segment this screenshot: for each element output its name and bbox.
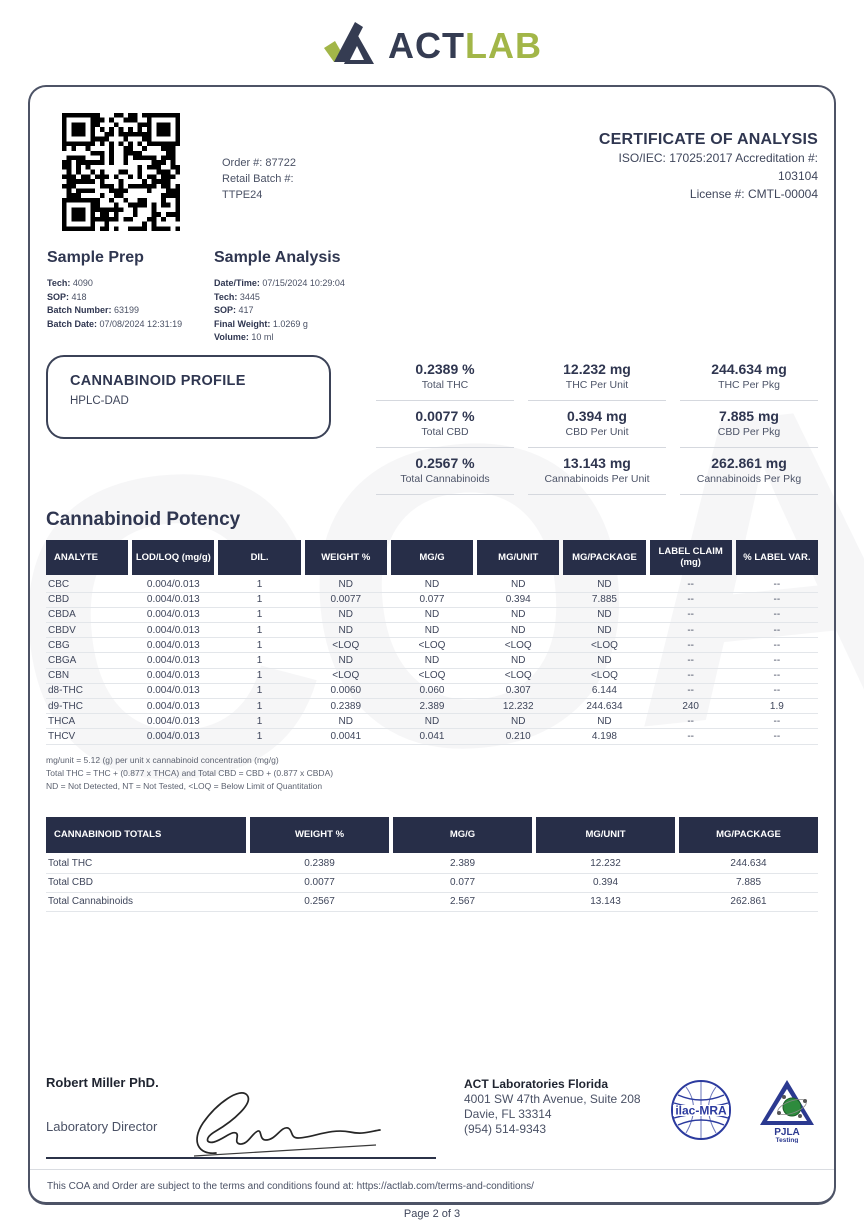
potency-cell: 0.004/0.013 <box>146 624 200 636</box>
cannabinoid-profile-box <box>46 355 331 439</box>
potency-cell: 0.060 <box>419 685 445 697</box>
actlab-logo-icon <box>322 18 380 73</box>
potency-cell: ND <box>510 715 526 727</box>
sample-field-label: Tech: <box>47 278 71 288</box>
lab-address2: Davie, FL 33314 <box>464 1107 552 1121</box>
potency-cell: <LOQ <box>590 670 618 682</box>
potency-cell: THCV <box>48 730 76 742</box>
potency-cell: -- <box>773 670 781 682</box>
table-row <box>46 893 818 912</box>
sample-field-label: Volume: <box>214 332 249 342</box>
summary-value: 0.2389 % <box>415 360 475 377</box>
summary-cell <box>680 355 818 401</box>
potency-cell: 0.041 <box>419 730 445 742</box>
potency-cell: 7.885 <box>591 594 617 606</box>
totals-cell: 0.394 <box>592 877 619 889</box>
potency-cell: 0.004/0.013 <box>146 700 200 712</box>
summary-value: 7.885 mg <box>719 407 779 424</box>
document-border-box <box>28 85 836 1205</box>
summary-label: Cannabinoids Per Pkg <box>696 472 802 485</box>
potency-cell: 1 <box>256 700 263 712</box>
summary-label: CBD Per Pkg <box>717 425 781 438</box>
table-row <box>46 855 818 874</box>
potency-cell: ND <box>338 579 353 591</box>
potency-cell: 0.0060 <box>330 685 362 697</box>
potency-cell: -- <box>687 594 694 606</box>
potency-cell: ND <box>597 579 612 591</box>
potency-cell: 0.004/0.013 <box>146 730 200 742</box>
potency-cell: ND <box>597 655 612 667</box>
footnote-line: mg/unit = 5.12 (g) per unit x cannabinoid concentration (mg/g) <box>46 754 279 765</box>
potency-cell: 1.9 <box>769 700 784 712</box>
retail-batch-label: Retail Batch #: <box>222 173 294 185</box>
potency-cell: 0.004/0.013 <box>146 639 200 651</box>
summary-cell <box>376 355 514 401</box>
potency-cell: ND <box>597 609 612 621</box>
potency-cell: <LOQ <box>590 639 618 651</box>
summary-value: 244.634 mg <box>711 360 787 377</box>
potency-cell: ND <box>424 579 440 591</box>
table-row <box>46 874 818 893</box>
potency-cell: -- <box>773 609 781 621</box>
potency-cell: 1 <box>256 685 263 697</box>
totals-cell: 0.0077 <box>304 877 335 889</box>
sample-field: Date/Time: 07/15/2024 10:29:04 <box>214 278 345 288</box>
potency-cell: 0.0077 <box>330 594 362 606</box>
totals-cell: Total Cannabinoids <box>48 896 134 908</box>
totals-cell: Total CBD <box>48 877 94 889</box>
footnote-line: Total THC = THC + (0.877 x THCA) and Total CBD = CBD + (0.877 x CBDA) <box>46 767 334 778</box>
sample-field: Batch Number: 63199 <box>47 305 140 315</box>
potency-header-cell: % LABEL VAR. <box>736 540 818 575</box>
potency-cell: ND <box>510 579 526 591</box>
potency-header-cell: MG/PACKAGE <box>563 540 645 575</box>
potency-cell: ND <box>338 715 353 727</box>
potency-cell: -- <box>687 730 694 742</box>
totals-cell: 0.2567 <box>304 896 335 908</box>
potency-cell: d9-THC <box>48 700 84 712</box>
sample-prep-section <box>47 249 214 345</box>
potency-cell: 0.004/0.013 <box>146 594 200 606</box>
potency-cell: ND <box>338 609 353 621</box>
potency-header-cell: MG/UNIT <box>477 540 559 575</box>
potency-cell: -- <box>687 670 694 682</box>
table-row <box>46 653 818 668</box>
totals-table-body <box>46 855 818 912</box>
table-row <box>46 638 818 653</box>
potency-cell: 0.004/0.013 <box>146 579 200 591</box>
summary-label: THC Per Pkg <box>718 378 780 391</box>
table-row <box>46 623 818 638</box>
summary-value: 262.861 mg <box>711 454 787 471</box>
logo-text-act: ACT <box>388 24 465 66</box>
summary-cell <box>680 449 818 495</box>
potency-cell: THCA <box>48 715 76 727</box>
potency-cell: 0.0041 <box>330 730 362 742</box>
table-row <box>46 699 818 714</box>
table-row <box>46 729 818 744</box>
totals-header-cell: WEIGHT % <box>250 817 389 853</box>
summary-value: 0.394 mg <box>567 407 627 424</box>
totals-cell: 12.232 <box>590 858 621 870</box>
potency-cell: ND <box>510 624 526 636</box>
sample-field-label: Batch Number: <box>47 305 112 315</box>
potency-cell: 1 <box>256 609 263 621</box>
summary-cell <box>528 449 666 495</box>
accreditation-line: ISO/IEC: 17025:2017 Accreditation #: <box>618 151 818 165</box>
identification-row <box>46 87 818 233</box>
potency-cell: 1 <box>256 655 263 667</box>
retail-batch-value: TTPE24 <box>222 189 263 201</box>
potency-cell: <LOQ <box>332 639 360 651</box>
summary-cell <box>680 402 818 448</box>
potency-cell: -- <box>687 685 694 697</box>
potency-cell: ND <box>597 715 612 727</box>
potency-cell: -- <box>687 655 694 667</box>
summary-cell <box>376 449 514 495</box>
potency-title: Cannabinoid Potency <box>46 508 241 530</box>
totals-cell: 0.077 <box>449 877 476 889</box>
sample-analysis-section <box>214 249 345 345</box>
potency-cell: 0.077 <box>419 594 445 606</box>
director-name: Robert Miller PhD. <box>46 1075 159 1090</box>
totals-header-cell: CANNABINOID TOTALS <box>46 817 246 853</box>
potency-cell: 0.2389 <box>330 700 362 712</box>
terms-footer <box>30 1169 834 1202</box>
signature-scribble <box>164 1081 414 1164</box>
potency-cell: CBGA <box>48 655 77 667</box>
sample-field-label: Final Weight: <box>214 318 271 329</box>
lab-phone: (954) 514-9343 <box>464 1122 547 1136</box>
potency-cell: 1 <box>256 579 263 591</box>
sample-analysis-fields <box>214 277 345 345</box>
potency-cell: ND <box>424 715 440 727</box>
potency-header-cell: LABEL CLAIM (mg) <box>650 540 732 575</box>
potency-cell: 0.004/0.013 <box>146 670 200 682</box>
totals-header-cell: MG/PACKAGE <box>679 817 818 853</box>
potency-cell: -- <box>773 594 781 606</box>
potency-cell: -- <box>773 639 781 651</box>
potency-cell: -- <box>687 609 694 621</box>
potency-cell: CBC <box>48 579 70 591</box>
accreditation-number: 103104 <box>777 169 818 183</box>
potency-cell: 1 <box>256 594 263 606</box>
sample-field: Final Weight: 1.0269 g <box>214 318 308 329</box>
sample-prep-fields <box>47 277 214 331</box>
sample-sections <box>46 249 818 345</box>
signature-area <box>46 1075 818 1161</box>
potency-cell: -- <box>687 715 694 727</box>
sample-field: Volume: 10 ml <box>214 332 274 342</box>
totals-cell: 13.143 <box>590 896 621 908</box>
totals-header-cell: MG/UNIT <box>536 817 675 853</box>
sample-field: Tech: 4090 <box>47 278 93 288</box>
table-row <box>46 577 818 593</box>
potency-cell: 0.394 <box>505 594 531 606</box>
pjla-sublabel: Testing <box>775 1137 799 1143</box>
potency-header-cell: MG/G <box>391 540 473 575</box>
potency-cell: -- <box>687 579 694 591</box>
potency-cell: 6.144 <box>591 685 617 697</box>
summary-value: 13.143 mg <box>563 454 631 471</box>
summary-value: 0.2567 % <box>415 454 475 471</box>
potency-cell: CBDA <box>48 609 76 621</box>
footnote-line: ND = Not Detected, NT = Not Tested, <LOQ = Below Limit of Quantitation <box>46 780 323 791</box>
potency-cell: -- <box>773 685 781 697</box>
terms-text: This COA and Order are subject to the terms and conditions found at: https://actlab.com/terms-and-conditions/ <box>47 1180 534 1192</box>
profile-summary-row <box>46 355 818 495</box>
potency-table-header <box>46 540 818 575</box>
potency-cell: ND <box>424 609 440 621</box>
potency-cell: <LOQ <box>332 670 360 682</box>
potency-cell: <LOQ <box>504 670 532 682</box>
potency-cell: ND <box>424 655 440 667</box>
summary-label: CBD Per Unit <box>565 425 629 438</box>
sample-field: Batch Date: 07/08/2024 12:31:19 <box>47 318 183 329</box>
summary-value: 12.232 mg <box>563 360 631 377</box>
totals-cell: 2.389 <box>449 858 476 870</box>
sample-field-label: Batch Date: <box>47 318 98 329</box>
potency-cell: 0.210 <box>505 730 531 742</box>
potency-cell: ND <box>510 655 526 667</box>
table-row <box>46 593 818 608</box>
potency-cell: -- <box>687 639 694 651</box>
logo-wordmark <box>388 25 542 67</box>
potency-cell: ND <box>510 609 526 621</box>
sample-analysis-title: Sample Analysis <box>214 249 341 266</box>
pjla-label: PJLA <box>774 1127 800 1138</box>
potency-cell: <LOQ <box>418 670 446 682</box>
potency-cell: 0.004/0.013 <box>146 685 200 697</box>
totals-cell: 0.2389 <box>304 858 335 870</box>
potency-cell: CBG <box>48 639 70 651</box>
lab-address-block <box>464 1075 641 1161</box>
potency-cell: ND <box>338 624 353 636</box>
table-row <box>46 608 818 623</box>
potency-footnotes <box>46 754 818 793</box>
summary-label: Total Cannabinoids <box>400 472 490 485</box>
summary-value: 0.0077 % <box>415 407 475 424</box>
potency-cell: 0.004/0.013 <box>146 715 200 727</box>
potency-cell: CBDV <box>48 624 76 636</box>
sample-field-label: Tech: <box>214 291 238 302</box>
potency-cell: 1 <box>256 715 263 727</box>
table-row <box>46 684 818 699</box>
potency-cell: 4.198 <box>591 730 617 742</box>
lab-name: ACT Laboratories Florida <box>464 1077 609 1091</box>
potency-cell: 0.307 <box>505 685 531 697</box>
director-role: Laboratory Director <box>46 1119 158 1134</box>
summary-cell <box>528 355 666 401</box>
qr-code <box>62 113 180 233</box>
certificate-header <box>599 113 818 233</box>
logo-text-lab: LAB <box>465 24 542 66</box>
potency-cell: -- <box>773 715 781 727</box>
pjla-logo-icon <box>756 1077 818 1161</box>
totals-cell: 2.567 <box>449 896 476 908</box>
order-info <box>222 113 296 233</box>
potency-cell: -- <box>773 579 781 591</box>
lab-address1: 4001 SW 47th Avenue, Suite 208 <box>464 1092 641 1106</box>
sample-field: Tech: 3445 <box>214 291 260 302</box>
potency-cell: <LOQ <box>418 639 446 651</box>
page-number: Page 2 of 3 <box>403 1208 461 1220</box>
potency-header-cell: LOD/LOQ (mg/g) <box>132 540 214 575</box>
potency-table-body <box>46 577 818 745</box>
table-row <box>46 714 818 729</box>
totals-header-cell: MG/G <box>393 817 532 853</box>
table-row <box>46 669 818 684</box>
order-number: Order #: 87722 <box>222 157 296 169</box>
sample-prep-title: Sample Prep <box>47 249 144 266</box>
summary-label: Cannabinoids Per Unit <box>544 472 650 485</box>
summary-grid <box>376 355 818 495</box>
sample-field-label: SOP: <box>214 305 237 315</box>
sample-field-label: Date/Time: <box>214 278 260 288</box>
profile-method: HPLC-DAD <box>70 394 129 407</box>
signature-block <box>46 1075 436 1161</box>
license-number: License #: CMTL-00004 <box>689 187 818 201</box>
potency-cell: 244.634 <box>586 700 623 712</box>
summary-label: THC Per Unit <box>565 378 629 391</box>
potency-cell: 0.004/0.013 <box>146 655 200 667</box>
potency-header-cell: WEIGHT % <box>305 540 387 575</box>
sample-field: SOP: 417 <box>214 305 254 315</box>
potency-cell: 12.232 <box>502 700 534 712</box>
summary-cell <box>376 402 514 448</box>
potency-cell: <LOQ <box>504 639 532 651</box>
potency-cell: 1 <box>256 670 263 682</box>
totals-cell: 7.885 <box>735 877 762 889</box>
sample-field-label: SOP: <box>47 291 70 302</box>
summary-label: Total THC <box>421 378 469 391</box>
potency-cell: -- <box>773 730 781 742</box>
accreditation-logos <box>668 1075 818 1161</box>
potency-cell: 1 <box>256 624 263 636</box>
totals-table-header <box>46 817 818 853</box>
potency-cell: -- <box>687 624 694 636</box>
sample-field: SOP: 418 <box>47 291 87 302</box>
potency-cell: ND <box>338 655 353 667</box>
header-logo <box>0 18 864 73</box>
potency-cell: CBD <box>48 594 70 606</box>
totals-cell: 244.634 <box>730 858 767 870</box>
potency-header-cell: DIL. <box>218 540 300 575</box>
potency-cell: 240 <box>682 700 699 712</box>
potency-cell: 2.389 <box>419 700 445 712</box>
certificate-title: CERTIFICATE OF ANALYSIS <box>598 131 818 148</box>
summary-cell <box>528 402 666 448</box>
totals-cell: 262.861 <box>730 896 767 908</box>
potency-cell: ND <box>424 624 440 636</box>
potency-cell: 1 <box>256 639 263 651</box>
ilac-mra-logo-icon <box>668 1077 734 1161</box>
potency-cell: 1 <box>256 730 263 742</box>
signature-line <box>46 1157 436 1159</box>
potency-cell: 0.004/0.013 <box>146 609 200 621</box>
potency-cell: d8-THC <box>48 685 84 697</box>
totals-cell: Total THC <box>48 858 93 870</box>
summary-label: Total CBD <box>421 425 469 438</box>
profile-title: CANNABINOID PROFILE <box>70 372 246 389</box>
potency-header-cell: ANALYTE <box>46 540 128 575</box>
potency-cell: -- <box>773 624 781 636</box>
potency-cell: CBN <box>48 670 70 682</box>
potency-cell: ND <box>597 624 612 636</box>
potency-cell: -- <box>773 655 781 667</box>
ilac-mra-label: ilac-MRA <box>675 1103 727 1118</box>
